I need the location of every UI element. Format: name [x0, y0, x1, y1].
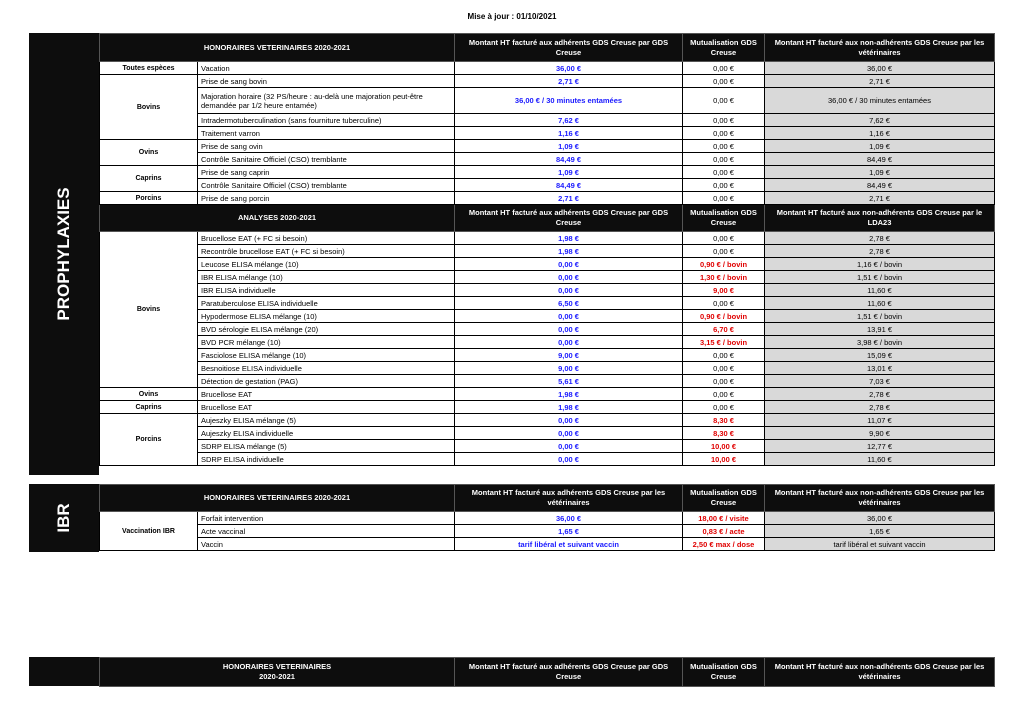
row-label: Paratuberculose ELISA individuelle: [198, 297, 455, 310]
nonmember-price: 2,78 €: [765, 245, 995, 258]
nonmember-price: 1,09 €: [765, 166, 995, 179]
category-cell: Ovins: [100, 140, 198, 166]
row-label: Brucellose EAT: [198, 388, 455, 401]
row-label: Détection de gestation (PAG): [198, 375, 455, 388]
table-row: [100, 336, 995, 349]
table-row: [100, 427, 995, 440]
header-mutual: Mutualisation GDS Creuse: [683, 34, 765, 62]
mutual-amount: 18,00 € / visite: [683, 512, 765, 525]
category-cell: Ovins: [100, 388, 198, 401]
row-label: SDRP ELISA mélange (5): [198, 440, 455, 453]
mutual-amount: 0,00 €: [683, 153, 765, 166]
table-row: [100, 414, 995, 427]
member-price: 84,49 €: [455, 179, 683, 192]
mutual-amount: 3,15 € / bovin: [683, 336, 765, 349]
category-cell: Caprins: [100, 401, 198, 414]
table-row: [100, 525, 995, 538]
nonmember-price: 11,60 €: [765, 284, 995, 297]
category-cell: Toutes espèces: [100, 62, 198, 75]
nonmember-price: 2,71 €: [765, 75, 995, 88]
row-label: IBR ELISA mélange (10): [198, 271, 455, 284]
row-label: Contrôle Sanitaire Officiel (CSO) tremblante: [198, 179, 455, 192]
mutual-amount: 0,00 €: [683, 62, 765, 75]
nonmember-price: 3,98 € / bovin: [765, 336, 995, 349]
nonmember-price: 2,71 €: [765, 192, 995, 205]
row-label: Besnoitiose ELISA individuelle: [198, 362, 455, 375]
table-row: [100, 179, 995, 192]
row-label: Aujeszky ELISA mélange (5): [198, 414, 455, 427]
table-header-row: [100, 485, 995, 512]
mutual-amount: 0,00 €: [683, 297, 765, 310]
table-row: [100, 401, 995, 414]
nonmember-price: 1,16 €: [765, 127, 995, 140]
prophylaxies-title: PROPHYLAXIES: [54, 187, 73, 321]
member-price: 0,00 €: [455, 310, 683, 323]
table-row: [100, 114, 995, 127]
member-price: 2,71 €: [455, 192, 683, 205]
member-price: 0,00 €: [455, 427, 683, 440]
member-price: 1,98 €: [455, 245, 683, 258]
nonmember-price: 1,65 €: [765, 525, 995, 538]
row-label: IBR ELISA individuelle: [198, 284, 455, 297]
nonmember-price: 12,77 €: [765, 440, 995, 453]
table-row: [100, 375, 995, 388]
member-price: 1,09 €: [455, 166, 683, 179]
row-label: Prise de sang ovin: [198, 140, 455, 153]
mutual-amount: 0,00 €: [683, 192, 765, 205]
bottom-header-title: [100, 658, 455, 687]
row-label: BVD PCR mélange (10): [198, 336, 455, 349]
table-row: [100, 284, 995, 297]
mutual-amount: 0,90 € / bovin: [683, 258, 765, 271]
row-label: Intradermotuberculination (sans fourniture tuberculine): [198, 114, 455, 127]
row-label: Traitement varron: [198, 127, 455, 140]
table-row: [100, 453, 995, 466]
row-label: Prise de sang bovin: [198, 75, 455, 88]
nonmember-price: 11,07 €: [765, 414, 995, 427]
prophylaxies-section: [29, 33, 994, 475]
table-row: [100, 271, 995, 284]
ibr-table: [99, 484, 995, 551]
header-mutual: Mutualisation GDS Creuse: [683, 205, 765, 232]
bottom-sidebar: [29, 657, 99, 686]
table-row: [100, 388, 995, 401]
row-label: Prise de sang caprin: [198, 166, 455, 179]
bottom-header-members: Montant HT facturé aux adhérents GDS Creuse par GDS Creuse: [455, 658, 683, 687]
category-cell: Porcins: [100, 414, 198, 466]
mutual-amount: 0,00 €: [683, 245, 765, 258]
table-row: [100, 297, 995, 310]
nonmember-price: 84,49 €: [765, 179, 995, 192]
member-price: 0,00 €: [455, 453, 683, 466]
mutual-amount: 2,50 € max / dose: [683, 538, 765, 551]
prophylaxies-sidebar: [29, 33, 99, 475]
table-row: [100, 440, 995, 453]
bottom-header-nonmembers: Montant HT facturé aux non-adhérents GDS Creuse par les vétérinaires: [765, 658, 995, 687]
row-label: BVD sérologie ELISA mélange (20): [198, 323, 455, 336]
category-cell: Bovins: [100, 75, 198, 140]
row-label: Fasciolose ELISA mélange (10): [198, 349, 455, 362]
member-price: 0,00 €: [455, 271, 683, 284]
row-label: Contrôle Sanitaire Officiel (CSO) tremblante: [198, 153, 455, 166]
nonmember-price: 2,78 €: [765, 232, 995, 245]
member-price: tarif libéral et suivant vaccin: [455, 538, 683, 551]
table-row: [100, 512, 995, 525]
nonmember-price: 36,00 €: [765, 62, 995, 75]
member-price: 0,00 €: [455, 414, 683, 427]
row-label: Acte vaccinal: [198, 525, 455, 538]
prophylaxies-table: [99, 33, 995, 466]
mutual-amount: 0,00 €: [683, 401, 765, 414]
member-price: 9,00 €: [455, 362, 683, 375]
member-price: 84,49 €: [455, 153, 683, 166]
bottom-header-title-line2: 2020-2021: [259, 672, 295, 681]
category-cell: Bovins: [100, 232, 198, 388]
member-price: 36,00 €: [455, 512, 683, 525]
mutual-amount: 8,30 €: [683, 414, 765, 427]
table-row: [100, 362, 995, 375]
header-nonmembers: Montant HT facturé aux non-adhérents GDS Creuse par les vétérinaires: [765, 34, 995, 62]
ibr-title: IBR: [54, 503, 73, 533]
table-row: [100, 323, 995, 336]
mutual-amount: 0,00 €: [683, 127, 765, 140]
category-cell: Caprins: [100, 166, 198, 192]
bottom-header-mutual: Mutualisation GDS Creuse: [683, 658, 765, 687]
mutual-amount: 9,00 €: [683, 284, 765, 297]
nonmember-price: 1,51 € / bovin: [765, 310, 995, 323]
mutual-amount: 0,00 €: [683, 114, 765, 127]
ibr-section: [29, 484, 994, 552]
mutual-amount: 0,00 €: [683, 349, 765, 362]
table-row: [100, 166, 995, 179]
row-label: Vacation: [198, 62, 455, 75]
table-header-row: [100, 205, 995, 232]
member-price: 1,98 €: [455, 388, 683, 401]
update-date: Mise à jour : 01/10/2021: [467, 12, 557, 21]
table-row: [100, 310, 995, 323]
member-price: 0,00 €: [455, 258, 683, 271]
mutual-amount: 0,00 €: [683, 75, 765, 88]
row-label: Hypodermose ELISA mélange (10): [198, 310, 455, 323]
nonmember-price: 7,03 €: [765, 375, 995, 388]
table-row: [100, 75, 995, 88]
member-price: 6,50 €: [455, 297, 683, 310]
row-label: Majoration horaire (32 PS/heure : au-delà une majoration peut-être demandée par 1/2 heure entamée): [198, 88, 455, 114]
member-price: 0,00 €: [455, 336, 683, 349]
nonmember-price: 11,60 €: [765, 453, 995, 466]
nonmember-price: tarif libéral et suivant vaccin: [765, 538, 995, 551]
mutual-amount: 1,30 € / bovin: [683, 271, 765, 284]
table-row: [100, 192, 995, 205]
mutual-amount: 0,00 €: [683, 232, 765, 245]
nonmember-price: 1,16 € / bovin: [765, 258, 995, 271]
table-row: [100, 88, 995, 114]
row-label: Prise de sang porcin: [198, 192, 455, 205]
nonmember-price: 84,49 €: [765, 153, 995, 166]
member-price: 1,98 €: [455, 232, 683, 245]
member-price: 0,00 €: [455, 440, 683, 453]
table-header-row: [100, 34, 995, 62]
member-price: 5,61 €: [455, 375, 683, 388]
nonmember-price: 36,00 € / 30 minutes entamées: [765, 88, 995, 114]
mutual-amount: 0,00 €: [683, 179, 765, 192]
mutual-amount: 10,00 €: [683, 453, 765, 466]
row-label: Forfait intervention: [198, 512, 455, 525]
nonmember-price: 15,09 €: [765, 349, 995, 362]
header-mutual: Mutualisation GDS Creuse: [683, 485, 765, 512]
table-row: [100, 245, 995, 258]
header-title: HONORAIRES VETERINAIRES 2020-2021: [100, 485, 455, 512]
mutual-amount: 0,00 €: [683, 140, 765, 153]
mutual-amount: 8,30 €: [683, 427, 765, 440]
mutual-amount: 0,83 € / acte: [683, 525, 765, 538]
nonmember-price: 36,00 €: [765, 512, 995, 525]
category-cell: Porcins: [100, 192, 198, 205]
header-title: HONORAIRES VETERINAIRES 2020-2021: [100, 34, 455, 62]
header-members: Montant HT facturé aux adhérents GDS Creuse par GDS Creuse: [455, 205, 683, 232]
header-members: Montant HT facturé aux adhérents GDS Creuse par les vétérinaires: [455, 485, 683, 512]
row-label: Aujeszky ELISA individuelle: [198, 427, 455, 440]
table-row: [100, 127, 995, 140]
bottom-header-title-line1: HONORAIRES VETERINAIRES: [222, 662, 332, 671]
member-price: 1,65 €: [455, 525, 683, 538]
member-price: 36,00 € / 30 minutes entamées: [455, 88, 683, 114]
table-row: [100, 232, 995, 245]
member-price: 2,71 €: [455, 75, 683, 88]
nonmember-price: 2,78 €: [765, 388, 995, 401]
mutual-amount: 0,00 €: [683, 375, 765, 388]
member-price: 7,62 €: [455, 114, 683, 127]
table-row: [100, 538, 995, 551]
mutual-amount: 0,00 €: [683, 362, 765, 375]
row-label: Leucose ELISA mélange (10): [198, 258, 455, 271]
member-price: 0,00 €: [455, 284, 683, 297]
category-cell: Vaccination IBR: [100, 512, 198, 551]
member-price: 1,09 €: [455, 140, 683, 153]
nonmember-price: 9,90 €: [765, 427, 995, 440]
nonmember-price: 13,01 €: [765, 362, 995, 375]
table-row: [100, 140, 995, 153]
mutual-amount: 10,00 €: [683, 440, 765, 453]
mutual-amount: 0,00 €: [683, 88, 765, 114]
table-row: [100, 349, 995, 362]
nonmember-price: 1,09 €: [765, 140, 995, 153]
nonmember-price: 7,62 €: [765, 114, 995, 127]
member-price: 36,00 €: [455, 62, 683, 75]
header-nonmembers: Montant HT facturé aux non-adhérents GDS Creuse par les vétérinaires: [765, 485, 995, 512]
row-label: SDRP ELISA individuelle: [198, 453, 455, 466]
nonmember-price: 13,91 €: [765, 323, 995, 336]
mutual-amount: 6,70 €: [683, 323, 765, 336]
row-label: Vaccin: [198, 538, 455, 551]
header-title: ANALYSES 2020-2021: [100, 205, 455, 232]
mutual-amount: 0,00 €: [683, 388, 765, 401]
header-members: Montant HT facturé aux adhérents GDS Creuse par GDS Creuse: [455, 34, 683, 62]
member-price: 0,00 €: [455, 323, 683, 336]
member-price: 1,16 €: [455, 127, 683, 140]
row-label: Brucellose EAT: [198, 401, 455, 414]
row-label: Recontrôle brucellose EAT (+ FC si besoin): [198, 245, 455, 258]
bottom-header-section: [29, 657, 994, 686]
ibr-sidebar: [29, 484, 99, 552]
bottom-header-table: [99, 657, 995, 687]
nonmember-price: 2,78 €: [765, 401, 995, 414]
mutual-amount: 0,00 €: [683, 166, 765, 179]
header-nonmembers: Montant HT facturé aux non-adhérents GDS Creuse par le LDA23: [765, 205, 995, 232]
table-row: [100, 62, 995, 75]
member-price: 9,00 €: [455, 349, 683, 362]
member-price: 1,98 €: [455, 401, 683, 414]
row-label: Brucellose EAT (+ FC si besoin): [198, 232, 455, 245]
table-row: [100, 258, 995, 271]
mutual-amount: 0,90 € / bovin: [683, 310, 765, 323]
nonmember-price: 11,60 €: [765, 297, 995, 310]
table-row: [100, 153, 995, 166]
nonmember-price: 1,51 € / bovin: [765, 271, 995, 284]
